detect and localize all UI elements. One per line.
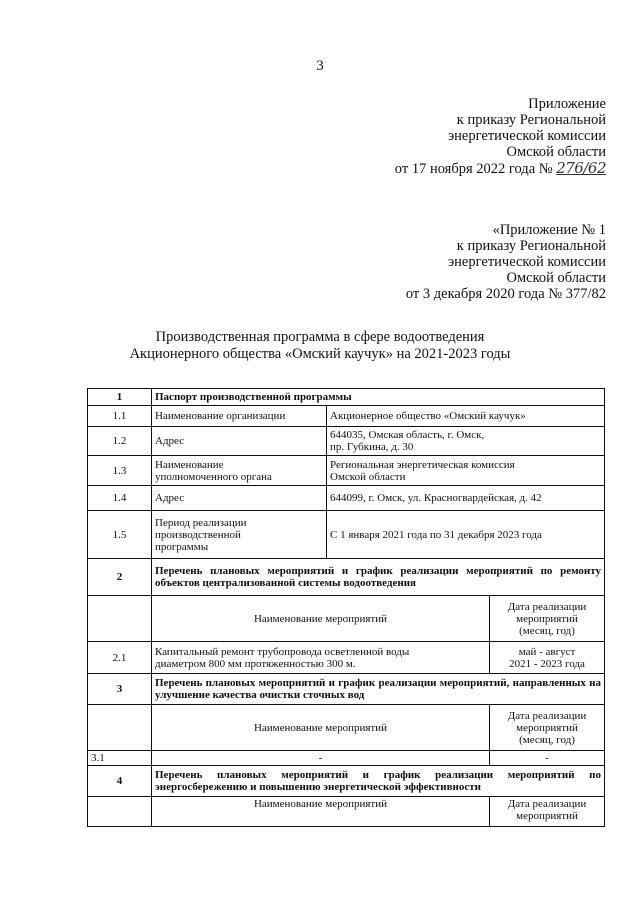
row-value: Акционерное общество «Омский каучук» [327, 406, 605, 427]
row-number: 1 [88, 389, 152, 406]
section-title: Паспорт производственной программы [152, 389, 605, 406]
value-line: пр. Губкина, д. 30 [330, 441, 414, 453]
label-line: производственной [155, 528, 241, 541]
table-row [88, 751, 605, 766]
table-row [88, 511, 605, 559]
row-value: С 1 января 2021 года по 31 декабря 2023 года [327, 511, 605, 559]
row-label: Адрес [152, 427, 327, 456]
appendix-line: энергетической комиссии [447, 254, 606, 270]
row-number: 3.1 [88, 751, 152, 766]
section-title: Перечень плановых мероприятий и график реализации мероприятий по ремонту объектов централизованной системы водоотведения [152, 559, 605, 596]
row-number: 2 [88, 559, 152, 596]
column-header: Наименование мероприятий [152, 797, 490, 827]
appendix-date-text: от 17 ноября 2022 года № [394, 161, 553, 177]
table-row [88, 406, 605, 427]
row-label [152, 511, 327, 559]
table-row [88, 427, 605, 456]
value-line: Омской области [330, 470, 406, 483]
label-line: уполномоченного органа [155, 470, 272, 483]
empty-cell [88, 596, 152, 642]
section-title: Перечень плановых мероприятий и график реализации мероприятий по энергосбережению и повышению энергетической эффективности [152, 766, 605, 797]
table-row [88, 486, 605, 511]
header-line: (месяц, год) [519, 624, 575, 637]
header-row [88, 705, 605, 751]
header-row [88, 797, 605, 827]
row-number: 1.2 [88, 427, 152, 456]
section-title: Перечень плановых мероприятий и график реализации мероприятий, направленных на улучшение качества очистки сточных вод [152, 674, 605, 705]
row-number: 1.1 [88, 406, 152, 427]
appendix-header [395, 96, 606, 177]
column-header: Наименование мероприятий [152, 596, 490, 642]
row-label: Адрес [152, 486, 327, 511]
value-line: 644035, Омская область, г. Омск, [330, 429, 485, 441]
header-line: Дата реализации [507, 798, 587, 810]
empty-cell [88, 797, 152, 827]
header-line: мероприятий [516, 721, 578, 734]
handwritten-number: 276/62 [556, 159, 606, 177]
row-number: 1.4 [88, 486, 152, 511]
header-line: (месяц, год) [519, 733, 575, 746]
section-row [88, 674, 605, 705]
appendix-line: к приказу Региональной [456, 238, 606, 254]
section-row [88, 766, 605, 797]
appendix-line: Омской области [506, 270, 606, 286]
date-header [490, 705, 605, 751]
row-label: Наименование организации [152, 406, 327, 427]
appendix-line: энергетической комиссии [447, 128, 606, 144]
date-line: 2021 - 2023 года [509, 657, 585, 670]
row-number: 3 [88, 674, 152, 705]
activity-name [152, 642, 490, 674]
date-line: май - август [518, 645, 576, 658]
label-line: Период реализации [155, 516, 247, 529]
row-number: 2.1 [88, 642, 152, 674]
header-line: Дата реализации [507, 600, 587, 613]
activity-line: Капитальный ремонт трубопровода осветленной воды [155, 645, 410, 658]
section-row [88, 389, 605, 406]
table-row [88, 642, 605, 674]
value-line: Региональная энергетическая комиссия [330, 458, 515, 471]
header-line: мероприятий [516, 612, 578, 625]
program-table [87, 388, 605, 827]
header-line: мероприятий [516, 810, 578, 822]
row-number: 1.3 [88, 456, 152, 486]
document-title [0, 329, 640, 363]
title-line: Производственная программа в сфере водоотведения [155, 329, 485, 345]
section-row [88, 559, 605, 596]
appendix-line: Омской области [506, 144, 606, 160]
row-label [152, 456, 327, 486]
activity-name: - [152, 751, 490, 766]
empty-cell [88, 705, 152, 751]
title-line: Акционерного общества «Омский каучук» на 2021-2023 годы [129, 346, 511, 362]
row-number: 1.5 [88, 511, 152, 559]
activity-date: - [490, 751, 605, 766]
row-value [327, 427, 605, 456]
page-number: 3 [316, 58, 324, 74]
row-number: 4 [88, 766, 152, 797]
appendix-date-line [395, 160, 606, 177]
activity-line: диаметром 800 мм протяженностью 300 м. [155, 657, 356, 670]
activity-date [490, 642, 605, 674]
appendix-header-original [406, 222, 606, 302]
date-header [490, 797, 605, 827]
date-header [490, 596, 605, 642]
header-row [88, 596, 605, 642]
appendix-line: к приказу Региональной [456, 112, 606, 128]
row-value [327, 456, 605, 486]
label-line: Наименование [155, 458, 224, 471]
row-value: 644099, г. Омск, ул. Красногвардейская, д. 42 [327, 486, 605, 511]
label-line: программы [155, 540, 209, 553]
appendix-line: от 3 декабря 2020 года № 377/82 [405, 286, 606, 302]
appendix-line: Приложение [528, 96, 606, 112]
appendix-line: «Приложение № 1 [492, 222, 606, 238]
table-row [88, 456, 605, 486]
header-line: Дата реализации [507, 709, 587, 722]
column-header: Наименование мероприятий [152, 705, 490, 751]
